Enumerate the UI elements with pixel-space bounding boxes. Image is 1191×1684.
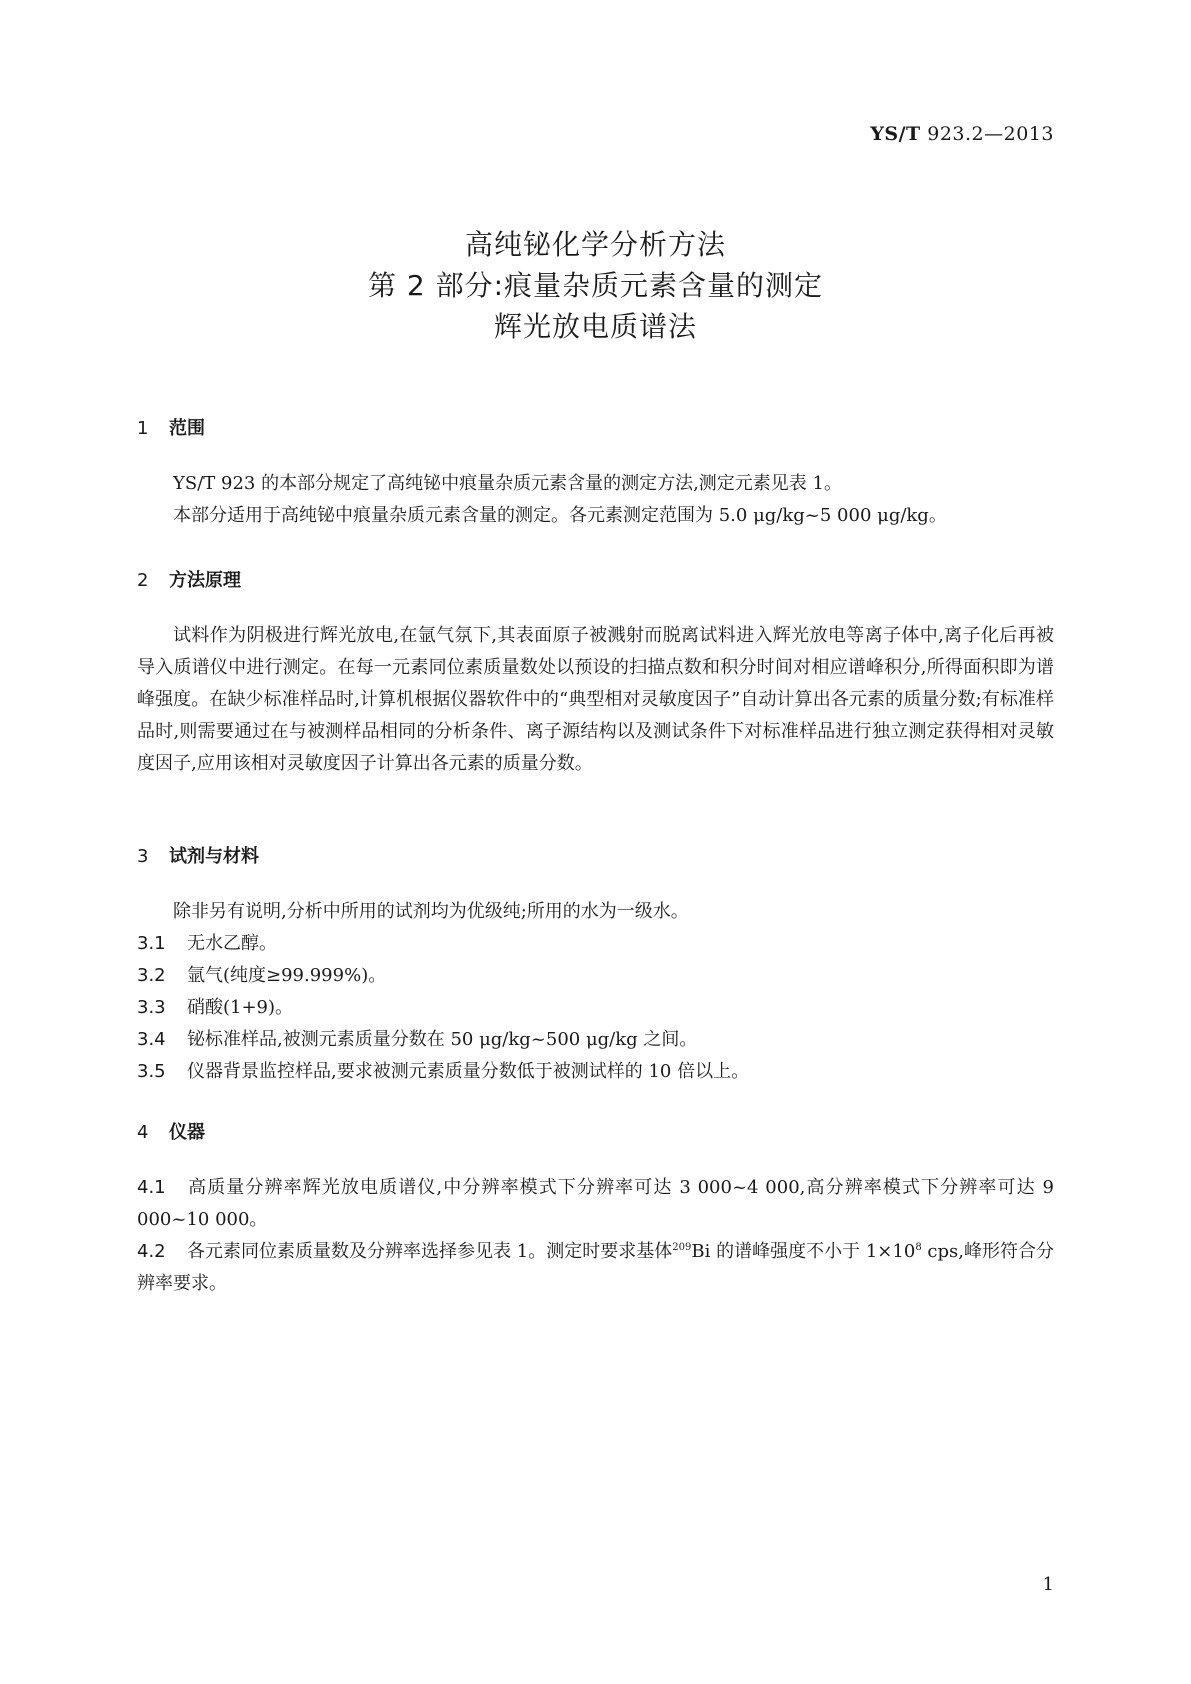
list-item [137,992,1054,1024]
list-item [137,1024,1054,1056]
section-3-intro: 除非另有说明,分析中所用的试剂均为优级纯;所用的水为一级水。 [173,901,689,922]
item-number: 4.1 [137,1177,166,1198]
section-2-number: 2 [137,570,149,591]
item-text-part-3: cps,峰形符合分辨率要求。 [137,1241,1054,1294]
section-2-paragraph: 试料作为阴极进行辉光放电,在氩气氛下,其表面原子被溅射而脱离试料进入辉光放电等离子体中,离子化后再被导入质谱仪中进行测定。在每一元素同位素质量数处以预设的扫描点数和积分时间对相应谱峰积分,所得面积即为谱峰强度。在缺少标准样品时,计算机根据仪器软件中的“典型相对灵敏度因子”自动计算出各元素的质量分数;有标准样品时,则需要通过在与被测样品相同的分析条件、离子源结构以及测试条件下对标准样品进行独立测定获得相对灵敏度因子,应用该相对灵敏度因子计算出各元素的质量分数。 [137,625,1054,774]
item-number: 4.2 [137,1241,166,1262]
page-number: 1 [1042,1574,1054,1595]
list-item [137,1056,1054,1088]
section-4-item-1 [137,1172,1054,1236]
section-2-heading [137,566,241,592]
item-text: 硝酸(1+9)。 [187,997,294,1018]
section-1-paragraph-2: 本部分适用于高纯铋中痕量杂质元素含量的测定。各元素测定范围为 5.0 μg/kg~5 000 μg/kg。 [173,505,947,526]
section-1-paragraph-1: YS/T 923 的本部分规定了高纯铋中痕量杂质元素含量的测定方法,测定元素见表 1。 [173,473,842,494]
list-item [137,928,1054,960]
title-line-1: 高纯铋化学分析方法 [464,228,726,261]
item-number: 3.3 [137,997,166,1018]
item-text-part-1: 各元素同位素质量数及分辨率选择参见表 1。测定时要求基体 [187,1241,673,1262]
item-number: 3.4 [137,1029,166,1050]
item-text: 氩气(纯度≥99.999%)。 [187,965,387,986]
section-1-heading [137,414,205,440]
item-text-part-2: Bi 的谱峰强度不小于 1×10 [691,1241,916,1262]
item-text: 无水乙醇。 [187,933,277,954]
title-line-2: 第 2 部分:痕量杂质元素含量的测定 [367,269,824,302]
section-1-title: 范围 [169,418,205,439]
standard-code [870,123,1054,145]
section-3-title: 试剂与材料 [169,846,259,867]
item-number: 3.5 [137,1061,166,1082]
title-line-3: 辉光放电质谱法 [493,310,697,343]
item-text: 高质量分辨率辉光放电质谱仪,中分辨率模式下分辨率可达 3 000~4 000,高分辨率模式下分辨率可达 9 000~10 000。 [137,1177,1054,1230]
item-number: 3.2 [137,965,166,986]
list-item [137,960,1054,992]
section-4-item-2 [137,1236,1054,1300]
section-3-heading [137,842,259,868]
isotope-mass-superscript: 209 [672,1242,692,1253]
section-4-title: 仪器 [169,1122,205,1143]
section-1-number: 1 [137,418,149,439]
section-4-heading [137,1118,205,1144]
document-title [0,224,1191,347]
exponent-superscript: 8 [915,1242,922,1253]
item-number: 3.1 [137,933,166,954]
item-text: 仪器背景监控样品,要求被测元素质量分数低于被测试样的 10 倍以上。 [187,1061,750,1082]
item-text: 铋标准样品,被测元素质量分数在 50 μg/kg~500 μg/kg 之间。 [187,1029,698,1050]
section-3-number: 3 [137,846,149,867]
standard-number: 923.2—2013 [920,123,1054,145]
standard-prefix: YS/T [870,123,921,145]
section-4-number: 4 [137,1122,149,1143]
section-2-title: 方法原理 [169,570,241,591]
